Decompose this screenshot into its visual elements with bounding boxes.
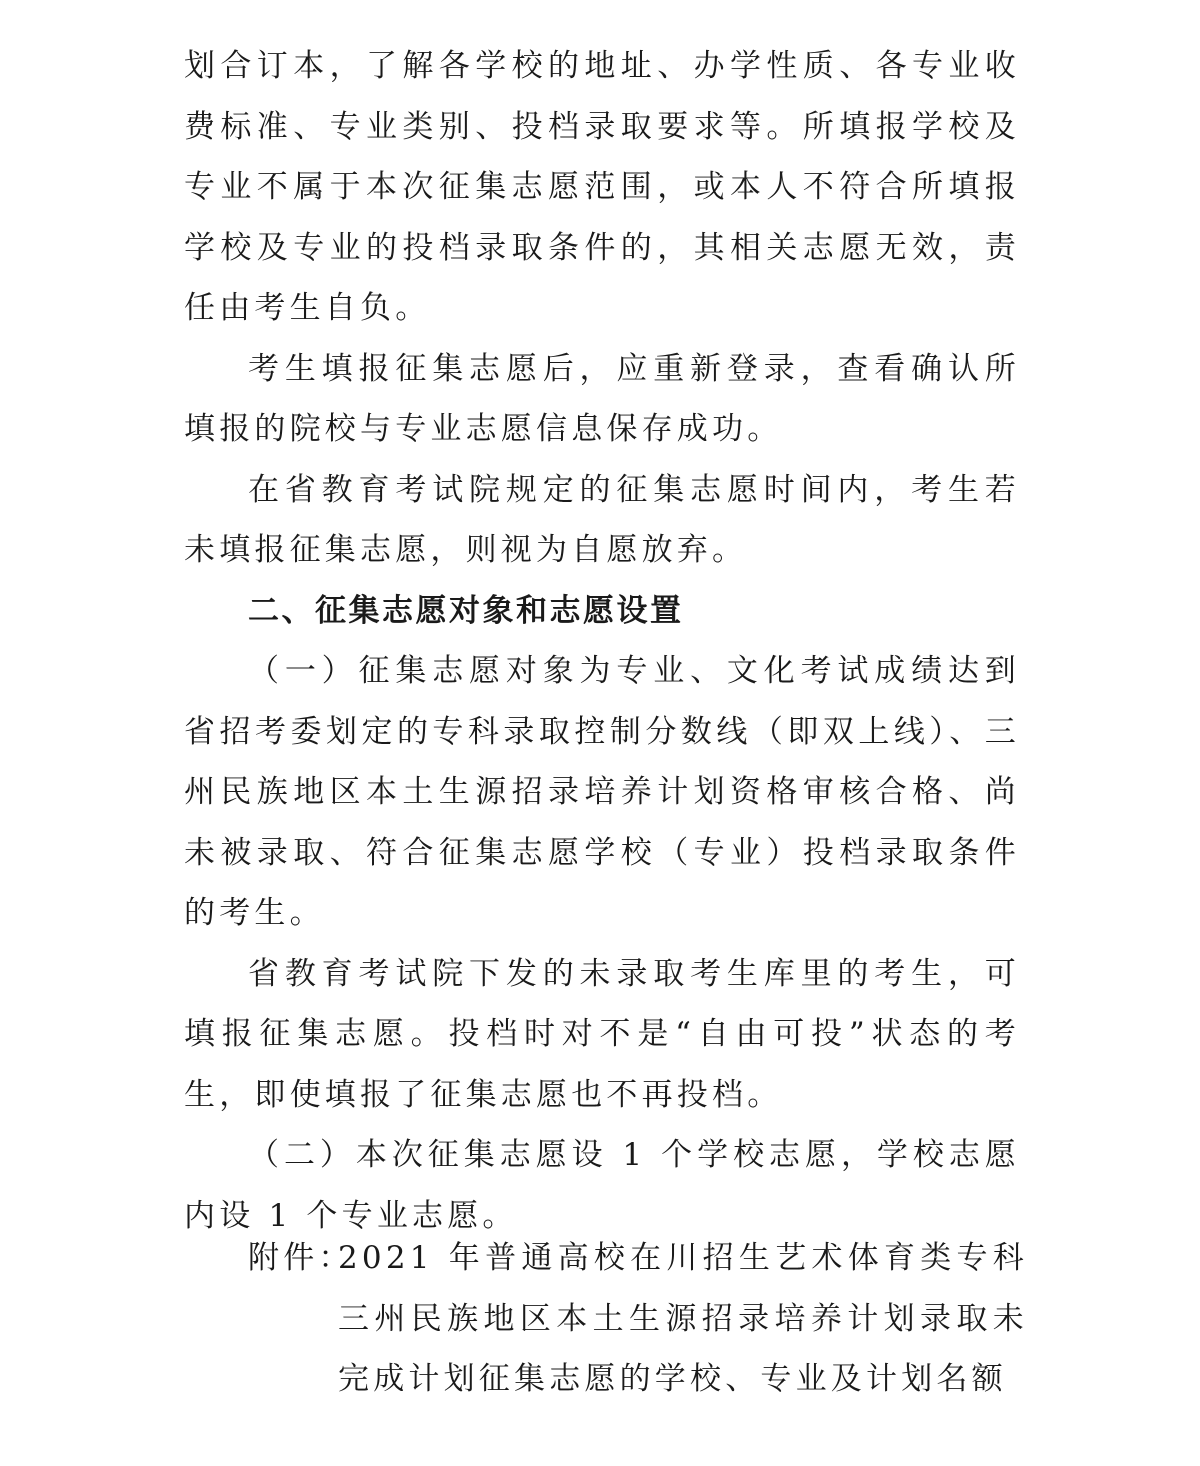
attachment-title: 2021 年普通高校在川招生艺术体育类专科三州民族地区本土生源招录培养计划录取未完成计划征集志愿的学校、专业及计划名额 xyxy=(338,1240,1028,1397)
paragraph-confirm-save: 考生填报征集志愿后，应重新登录，查看确认所填报的院校与专业志愿信息保存成功。 xyxy=(184,350,1020,447)
section-heading: 二、征集志愿对象和志愿设置 xyxy=(248,592,684,629)
paragraph-eligibility: （一）征集志愿对象为专业、文化考试成绩达到省招考委划定的专科录取控制分数线（即双上线）、三州民族地区本土生源招录培养计划资格审核合格、尚未被录取、符合征集志愿学校（专业）投档录取条件的考生。 xyxy=(184,653,1020,931)
paragraph-continuation: 划合订本，了解各学校的地址、办学性质、各专业收费标准、专业类别、投档录取要求等。所填报学校及专业不属于本次征集志愿范围，或本人不符合所填报学校及专业的投档录取条件的，其相关志愿无效，责任由考生自负。 xyxy=(184,48,1020,326)
document-body xyxy=(184,36,1020,1246)
paragraph-deadline: 在省教育考试院规定的征集志愿时间内，考生若未填报征集志愿，则视为自愿放弃。 xyxy=(184,471,1020,568)
attachment-label: 附件： xyxy=(248,1240,354,1276)
paragraph-volunteer-setting: （二）本次征集志愿设 1 个学校志愿，学校志愿内设 1 个专业志愿。 xyxy=(184,1137,1020,1234)
paragraph-unadmitted-pool: 省教育考试院下发的未录取考生库里的考生，可填报征集志愿。投档时对不是“自由可投”状态的考生，即使填报了征集志愿也不再投档。 xyxy=(184,955,1020,1113)
attachment-note xyxy=(248,1228,1028,1410)
